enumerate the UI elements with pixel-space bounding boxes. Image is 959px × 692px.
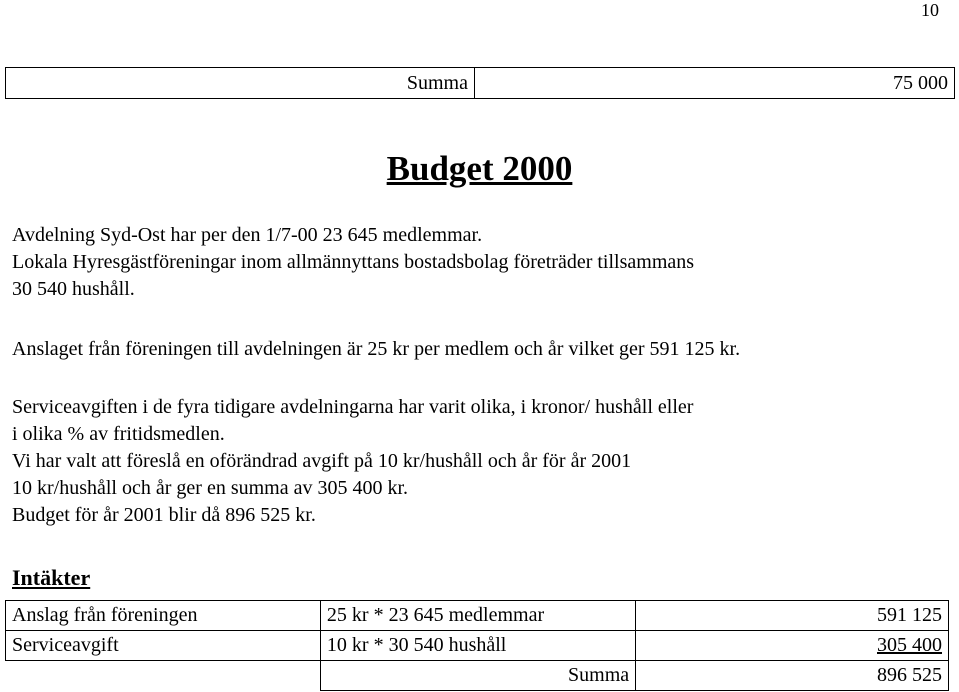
- page-title: Budget 2000: [386, 149, 573, 188]
- summary-table: [5, 67, 955, 99]
- paragraph-service-fee: Serviceavgiften i de fyra tidigare avdelningarna har varit olika, i kronor/ hushåll eller i olika % av fritidsmedlen. Vi har valt att föreslå en oförändrad avgift på 10 kr/hushåll och år för år 2001 10 kr/hushåll och år ger en summa av 305 400 kr. Budget för år 2001 blir då 896 525 kr.: [12, 396, 694, 526]
- income-name: Anslag från föreningen: [6, 601, 321, 631]
- income-heading: Intäkter: [12, 565, 91, 590]
- income-amount-underlined: 305 400: [877, 634, 942, 656]
- page-number: 10: [921, 0, 939, 20]
- income-name: Serviceavgift: [6, 631, 321, 661]
- summary-label: Summa: [6, 68, 475, 99]
- summary-value: 75 000: [475, 68, 955, 99]
- income-total-value: 896 525: [636, 661, 949, 691]
- income-calc: 10 kr * 30 540 hushåll: [320, 631, 635, 661]
- table-row: [6, 631, 949, 661]
- income-amount: 591 125: [636, 601, 949, 631]
- paragraph-grant: Anslaget från föreningen till avdelningen är 25 kr per medlem och år vilket ger 591 125 kr.: [12, 338, 741, 360]
- table-row: [6, 68, 955, 99]
- empty-cell: [6, 661, 321, 691]
- income-calc: 25 kr * 23 645 medlemmar: [320, 601, 635, 631]
- income-total-label: Summa: [320, 661, 635, 691]
- paragraph-membership: Avdelning Syd-Ost har per den 1/7-00 23 645 medlemmar. Lokala Hyresgästföreningar inom allmännyttans bostadsbolag företräder tillsammans 30 540 hushåll.: [12, 224, 695, 300]
- table-row: [6, 661, 949, 691]
- income-table: [5, 600, 949, 691]
- income-amount: [636, 631, 949, 661]
- table-row: [6, 601, 949, 631]
